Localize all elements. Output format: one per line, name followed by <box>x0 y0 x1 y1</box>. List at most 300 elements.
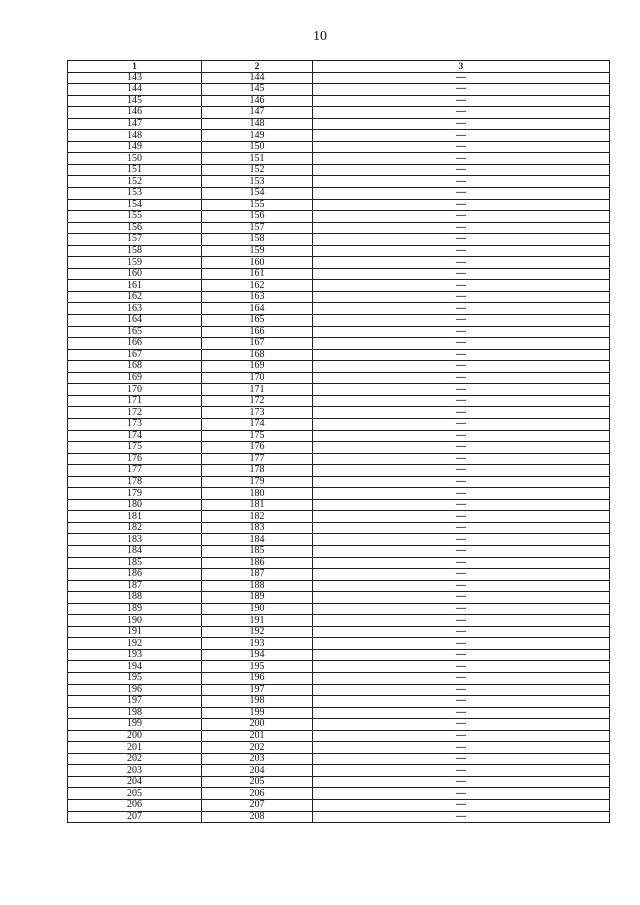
cell-col-3 <box>313 384 610 396</box>
table-row <box>68 141 610 153</box>
cell-col-2: 198 <box>202 696 313 708</box>
cell-col-3 <box>313 661 610 673</box>
table-row <box>68 211 610 223</box>
dash-mark: — <box>456 141 466 153</box>
cell-col-2: 158 <box>202 234 313 246</box>
table-row <box>68 84 610 96</box>
cell-col-2: 192 <box>202 626 313 638</box>
cell-col-1: 150 <box>68 153 202 165</box>
cell-col-1: 183 <box>68 534 202 546</box>
dash-mark: — <box>456 499 466 511</box>
cell-col-3 <box>313 188 610 200</box>
dash-mark: — <box>456 383 466 395</box>
table-row <box>68 788 610 800</box>
table-row <box>68 384 610 396</box>
cell-col-3 <box>313 211 610 223</box>
data-table <box>67 60 610 823</box>
table-row <box>68 603 610 615</box>
column-header-2: 2 <box>202 61 313 73</box>
cell-col-1: 162 <box>68 291 202 303</box>
cell-col-2: 161 <box>202 268 313 280</box>
dash-mark: — <box>456 152 466 164</box>
dash-mark: — <box>456 637 466 649</box>
table-row <box>68 268 610 280</box>
cell-col-3 <box>313 811 610 823</box>
cell-col-1: 205 <box>68 788 202 800</box>
cell-col-1: 176 <box>68 453 202 465</box>
cell-col-2: 168 <box>202 349 313 361</box>
table-row <box>68 130 610 142</box>
cell-col-1: 179 <box>68 488 202 500</box>
cell-col-3 <box>313 176 610 188</box>
cell-col-2: 200 <box>202 719 313 731</box>
dash-mark: — <box>456 199 466 210</box>
cell-col-1: 160 <box>68 268 202 280</box>
cell-col-3 <box>313 107 610 119</box>
cell-col-2: 189 <box>202 592 313 604</box>
dash-mark: — <box>456 741 466 753</box>
dash-mark: — <box>456 614 466 626</box>
dash-mark: — <box>456 129 466 141</box>
dash-mark: — <box>456 291 466 303</box>
cell-col-1: 189 <box>68 603 202 615</box>
cell-col-3 <box>313 84 610 96</box>
dash-mark: — <box>456 476 466 487</box>
cell-col-2: 180 <box>202 488 313 500</box>
cell-col-3 <box>313 95 610 107</box>
cell-col-2: 193 <box>202 638 313 650</box>
cell-col-1: 175 <box>68 442 202 454</box>
dash-mark: — <box>456 337 466 349</box>
cell-col-3 <box>313 788 610 800</box>
cell-col-1: 188 <box>68 592 202 604</box>
table-row <box>68 592 610 604</box>
cell-col-2: 157 <box>202 222 313 234</box>
table-row <box>68 626 610 638</box>
table-row <box>68 800 610 812</box>
cell-col-3 <box>313 118 610 130</box>
cell-col-3 <box>313 707 610 719</box>
table-row <box>68 72 610 84</box>
dash-mark: — <box>456 522 466 534</box>
cell-col-1: 195 <box>68 672 202 684</box>
cell-col-2: 172 <box>202 395 313 407</box>
table-row <box>68 257 610 269</box>
cell-col-2: 156 <box>202 211 313 223</box>
cell-col-1: 181 <box>68 511 202 523</box>
page-number: 10 <box>313 29 327 44</box>
table-row <box>68 118 610 130</box>
cell-col-3 <box>313 615 610 627</box>
cell-col-2: 163 <box>202 291 313 303</box>
table-row <box>68 615 610 627</box>
cell-col-2: 170 <box>202 372 313 384</box>
dash-mark: — <box>456 672 466 684</box>
cell-col-1: 161 <box>68 280 202 292</box>
cell-col-1: 206 <box>68 800 202 812</box>
cell-col-1: 172 <box>68 407 202 419</box>
cell-col-3 <box>313 430 610 442</box>
table-row <box>68 569 610 581</box>
cell-col-2: 191 <box>202 615 313 627</box>
cell-col-2: 197 <box>202 684 313 696</box>
cell-col-1: 190 <box>68 615 202 627</box>
dash-mark: — <box>456 730 466 741</box>
table-row <box>68 811 610 823</box>
table-row <box>68 534 610 546</box>
cell-col-1: 198 <box>68 707 202 719</box>
cell-col-2: 153 <box>202 176 313 188</box>
cell-col-1: 149 <box>68 141 202 153</box>
dash-mark: — <box>456 626 466 638</box>
cell-col-2: 146 <box>202 95 313 107</box>
cell-col-1: 165 <box>68 326 202 338</box>
cell-col-2: 179 <box>202 476 313 488</box>
dash-mark: — <box>456 753 466 765</box>
dash-mark: — <box>456 279 466 291</box>
cell-col-3 <box>313 476 610 488</box>
cell-col-3 <box>313 407 610 419</box>
table-row <box>68 315 610 327</box>
dash-mark: — <box>456 372 466 384</box>
cell-col-3 <box>313 280 610 292</box>
cell-col-3 <box>313 626 610 638</box>
dash-mark: — <box>456 557 466 568</box>
cell-col-3 <box>313 488 610 500</box>
cell-col-3 <box>313 557 610 569</box>
cell-col-1: 178 <box>68 476 202 488</box>
table-row <box>68 95 610 107</box>
cell-col-1: 174 <box>68 430 202 442</box>
cell-col-1: 201 <box>68 742 202 754</box>
dash-mark: — <box>456 718 466 730</box>
cell-col-1: 169 <box>68 372 202 384</box>
cell-col-3 <box>313 291 610 303</box>
cell-col-3 <box>313 268 610 280</box>
cell-col-3 <box>313 603 610 615</box>
cell-col-3 <box>313 696 610 708</box>
dash-mark: — <box>456 764 466 776</box>
cell-col-2: 184 <box>202 534 313 546</box>
dash-mark: — <box>456 406 466 418</box>
dash-mark: — <box>456 187 466 199</box>
cell-col-2: 160 <box>202 257 313 269</box>
table-row <box>68 707 610 719</box>
dash-mark: — <box>456 649 466 661</box>
dash-mark: — <box>456 533 466 545</box>
table-row <box>68 696 610 708</box>
dash-mark: — <box>456 72 466 83</box>
table-row <box>68 222 610 234</box>
cell-col-2: 190 <box>202 603 313 615</box>
cell-col-1: 168 <box>68 361 202 373</box>
cell-col-2: 205 <box>202 776 313 788</box>
table-row <box>68 418 610 430</box>
table-row <box>68 303 610 315</box>
cell-col-3 <box>313 672 610 684</box>
cell-col-1: 143 <box>68 72 202 84</box>
dash-mark: — <box>456 464 466 476</box>
table-row <box>68 338 610 350</box>
dash-mark: — <box>456 568 466 580</box>
cell-col-3 <box>313 164 610 176</box>
cell-col-1: 146 <box>68 107 202 119</box>
cell-col-3 <box>313 730 610 742</box>
dash-mark: — <box>456 441 466 453</box>
cell-col-2: 175 <box>202 430 313 442</box>
dash-mark: — <box>456 487 466 499</box>
cell-col-2: 162 <box>202 280 313 292</box>
dash-mark: — <box>456 106 466 118</box>
table-row <box>68 684 610 696</box>
dash-mark: — <box>456 430 466 441</box>
cell-col-1: 153 <box>68 188 202 200</box>
cell-col-2: 187 <box>202 569 313 581</box>
cell-col-3 <box>313 638 610 650</box>
table-header-row <box>68 61 610 73</box>
cell-col-3 <box>313 569 610 581</box>
table-row <box>68 476 610 488</box>
cell-col-2: 171 <box>202 384 313 396</box>
cell-col-2: 199 <box>202 707 313 719</box>
table-row <box>68 199 610 211</box>
table-row <box>68 580 610 592</box>
cell-col-1: 166 <box>68 338 202 350</box>
dash-mark: — <box>456 799 466 811</box>
cell-col-1: 157 <box>68 234 202 246</box>
dash-mark: — <box>456 349 466 360</box>
dash-mark: — <box>456 222 466 233</box>
cell-col-2: 167 <box>202 338 313 350</box>
cell-col-3 <box>313 361 610 373</box>
cell-col-2: 206 <box>202 788 313 800</box>
table-row <box>68 522 610 534</box>
dash-mark: — <box>456 695 466 707</box>
dash-mark: — <box>456 591 466 603</box>
cell-col-2: 186 <box>202 557 313 569</box>
cell-col-1: 192 <box>68 638 202 650</box>
cell-col-2: 152 <box>202 164 313 176</box>
cell-col-1: 177 <box>68 465 202 477</box>
cell-col-3 <box>313 522 610 534</box>
table-row <box>68 372 610 384</box>
cell-col-1: 171 <box>68 395 202 407</box>
cell-col-2: 201 <box>202 730 313 742</box>
table-row <box>68 176 610 188</box>
dash-mark: — <box>456 256 466 268</box>
cell-col-1: 164 <box>68 315 202 327</box>
cell-col-3 <box>313 349 610 361</box>
dash-mark: — <box>456 660 466 672</box>
table-row <box>68 488 610 500</box>
cell-col-2: 145 <box>202 84 313 96</box>
dash-mark: — <box>456 233 466 245</box>
table-row <box>68 753 610 765</box>
dash-mark: — <box>456 684 466 695</box>
cell-col-2: 151 <box>202 153 313 165</box>
cell-col-2: 203 <box>202 753 313 765</box>
cell-col-1: 145 <box>68 95 202 107</box>
table-row <box>68 511 610 523</box>
cell-col-1: 196 <box>68 684 202 696</box>
cell-col-1: 167 <box>68 349 202 361</box>
dash-mark: — <box>456 510 466 522</box>
cell-col-1: 155 <box>68 211 202 223</box>
cell-col-2: 178 <box>202 465 313 477</box>
column-header-3: 3 <box>313 61 610 73</box>
cell-col-3 <box>313 141 610 153</box>
table-row <box>68 395 610 407</box>
dash-mark: — <box>456 545 466 557</box>
table-row <box>68 776 610 788</box>
cell-col-1: 185 <box>68 557 202 569</box>
cell-col-3 <box>313 72 610 84</box>
table-row <box>68 730 610 742</box>
dash-mark: — <box>456 603 466 614</box>
dash-mark: — <box>456 787 466 799</box>
cell-col-2: 185 <box>202 545 313 557</box>
cell-col-3 <box>313 338 610 350</box>
cell-col-3 <box>313 372 610 384</box>
cell-col-3 <box>313 453 610 465</box>
cell-col-1: 180 <box>68 499 202 511</box>
cell-col-2: 169 <box>202 361 313 373</box>
table-row <box>68 453 610 465</box>
cell-col-3 <box>313 234 610 246</box>
cell-col-3 <box>313 245 610 257</box>
cell-col-3 <box>313 199 610 211</box>
table-row <box>68 326 610 338</box>
cell-col-1: 163 <box>68 303 202 315</box>
cell-col-2: 147 <box>202 107 313 119</box>
cell-col-1: 207 <box>68 811 202 823</box>
cell-col-2: 183 <box>202 522 313 534</box>
dash-mark: — <box>456 418 466 430</box>
cell-col-3 <box>313 776 610 788</box>
cell-col-1: 159 <box>68 257 202 269</box>
table-row <box>68 430 610 442</box>
dash-mark: — <box>456 776 466 788</box>
cell-col-2: 181 <box>202 499 313 511</box>
cell-col-3 <box>313 153 610 165</box>
table-row <box>68 742 610 754</box>
table-row <box>68 280 610 292</box>
table-row <box>68 153 610 165</box>
cell-col-2: 194 <box>202 649 313 661</box>
cell-col-1: 199 <box>68 719 202 731</box>
cell-col-3 <box>313 257 610 269</box>
cell-col-1: 156 <box>68 222 202 234</box>
table-row <box>68 465 610 477</box>
cell-col-3 <box>313 222 610 234</box>
cell-col-3 <box>313 499 610 511</box>
cell-col-3 <box>313 303 610 315</box>
cell-col-1: 182 <box>68 522 202 534</box>
cell-col-1: 151 <box>68 164 202 176</box>
cell-col-2: 166 <box>202 326 313 338</box>
cell-col-1: 194 <box>68 661 202 673</box>
cell-col-2: 207 <box>202 800 313 812</box>
table-row <box>68 649 610 661</box>
cell-col-1: 197 <box>68 696 202 708</box>
dash-mark: — <box>456 118 466 129</box>
table-row <box>68 245 610 257</box>
cell-col-1: 203 <box>68 765 202 777</box>
cell-col-3 <box>313 326 610 338</box>
cell-col-3 <box>313 442 610 454</box>
cell-col-3 <box>313 684 610 696</box>
dash-mark: — <box>456 707 466 718</box>
cell-col-1: 193 <box>68 649 202 661</box>
cell-col-3 <box>313 800 610 812</box>
cell-col-2: 208 <box>202 811 313 823</box>
cell-col-3 <box>313 592 610 604</box>
cell-col-1: 204 <box>68 776 202 788</box>
cell-col-1: 144 <box>68 84 202 96</box>
table-row <box>68 188 610 200</box>
cell-col-2: 204 <box>202 765 313 777</box>
table-row <box>68 349 610 361</box>
dash-mark: — <box>456 326 466 337</box>
cell-col-1: 147 <box>68 118 202 130</box>
table-row <box>68 234 610 246</box>
dash-mark: — <box>456 811 466 822</box>
dash-mark: — <box>456 83 466 95</box>
table-row <box>68 672 610 684</box>
column-header-1: 1 <box>68 61 202 73</box>
table-row <box>68 545 610 557</box>
cell-col-3 <box>313 465 610 477</box>
cell-col-2: 182 <box>202 511 313 523</box>
cell-col-1: 173 <box>68 418 202 430</box>
cell-col-2: 154 <box>202 188 313 200</box>
cell-col-1: 158 <box>68 245 202 257</box>
cell-col-2: 150 <box>202 141 313 153</box>
cell-col-2: 174 <box>202 418 313 430</box>
cell-col-1: 148 <box>68 130 202 142</box>
table-row <box>68 107 610 119</box>
cell-col-1: 170 <box>68 384 202 396</box>
cell-col-2: 196 <box>202 672 313 684</box>
cell-col-2: 144 <box>202 72 313 84</box>
cell-col-1: 154 <box>68 199 202 211</box>
dash-mark: — <box>456 360 466 372</box>
table-row <box>68 361 610 373</box>
cell-col-1: 186 <box>68 569 202 581</box>
table-row <box>68 499 610 511</box>
dash-mark: — <box>456 395 466 407</box>
cell-col-1: 200 <box>68 730 202 742</box>
cell-col-2: 165 <box>202 315 313 327</box>
dash-mark: — <box>456 314 466 326</box>
cell-col-3 <box>313 742 610 754</box>
cell-col-3 <box>313 395 610 407</box>
dash-mark: — <box>456 164 466 176</box>
cell-col-3 <box>313 511 610 523</box>
cell-col-2: 155 <box>202 199 313 211</box>
table-row <box>68 164 610 176</box>
cell-col-1: 184 <box>68 545 202 557</box>
table-row <box>68 638 610 650</box>
table-row <box>68 407 610 419</box>
cell-col-1: 152 <box>68 176 202 188</box>
dash-mark: — <box>456 302 466 314</box>
cell-col-2: 202 <box>202 742 313 754</box>
cell-col-3 <box>313 545 610 557</box>
cell-col-3 <box>313 753 610 765</box>
dash-mark: — <box>456 175 466 187</box>
dash-mark: — <box>456 95 466 106</box>
